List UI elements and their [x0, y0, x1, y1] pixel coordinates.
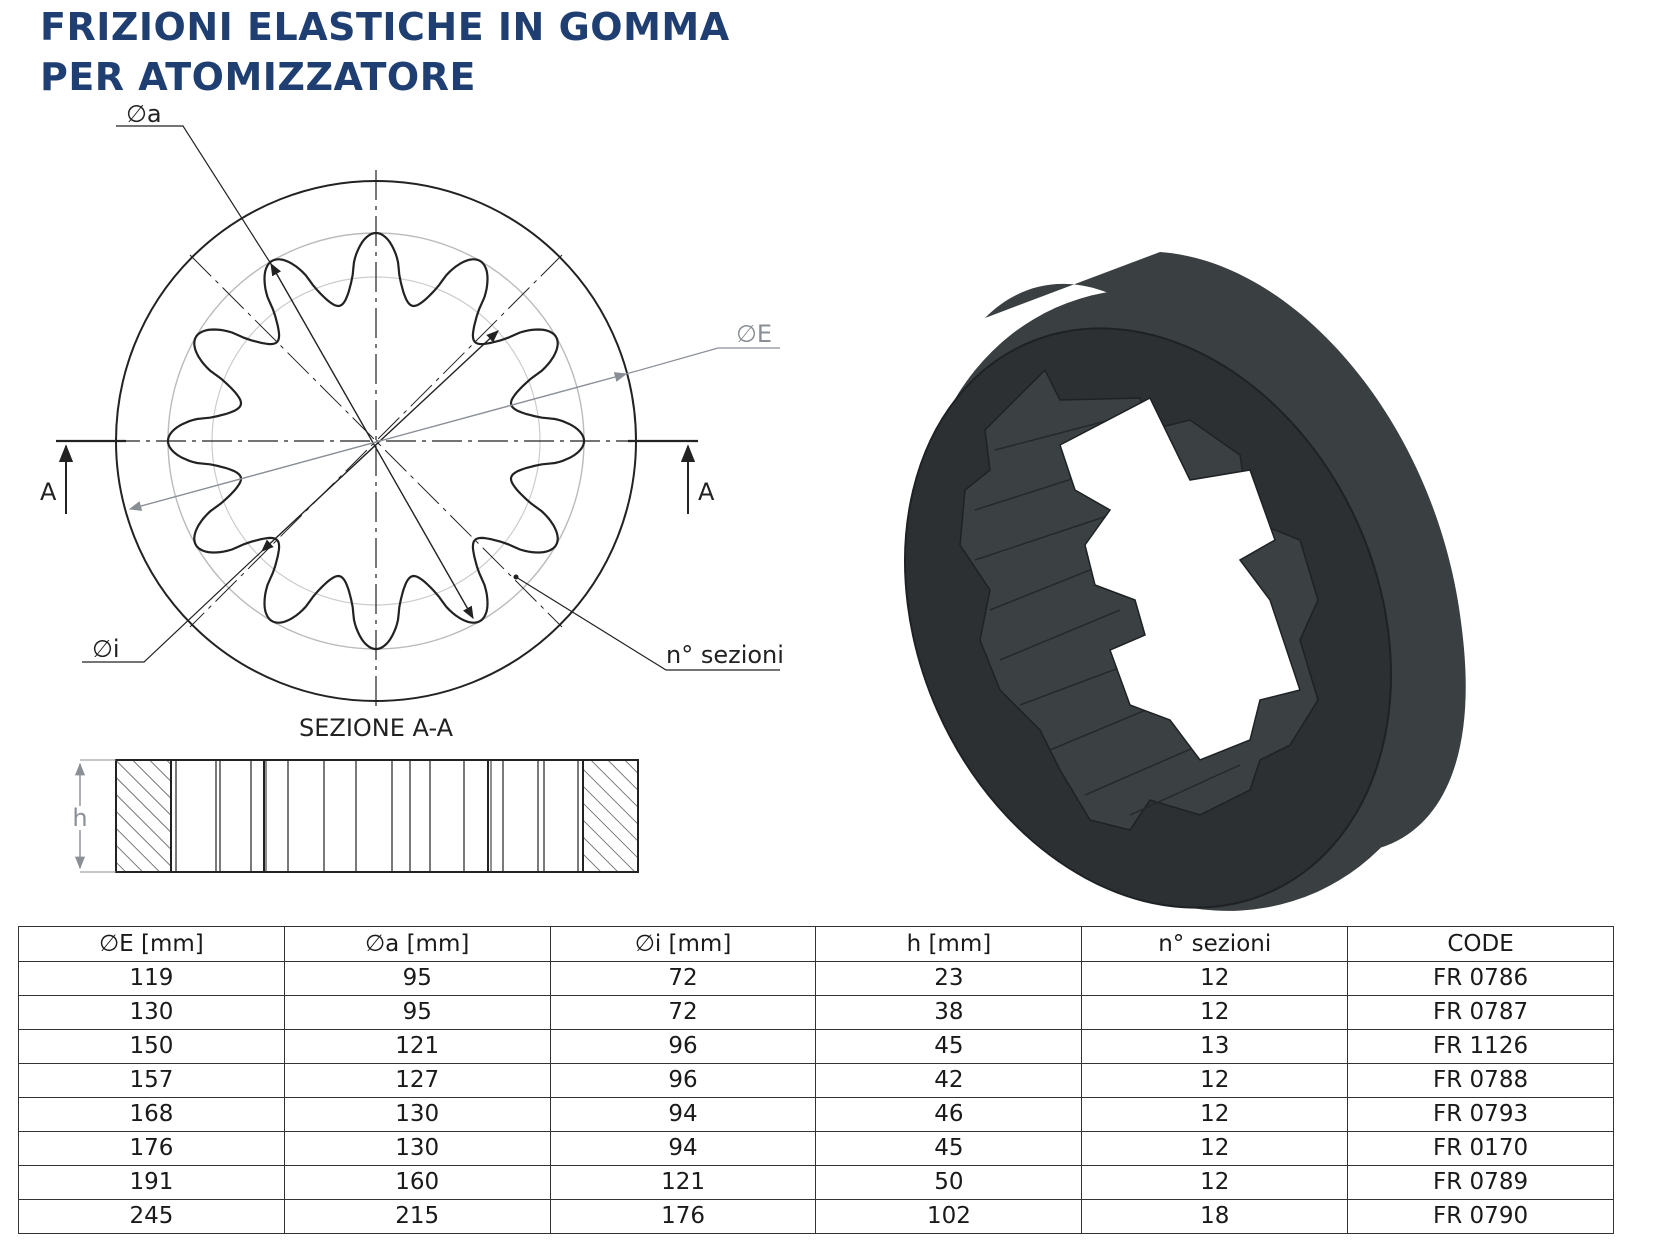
table-cell: 176	[19, 1132, 285, 1166]
table-cell: FR 0786	[1348, 962, 1614, 996]
table-cell: 127	[284, 1064, 550, 1098]
front-view	[40, 100, 784, 712]
height-label: h	[72, 804, 88, 832]
table-cell: 18	[1082, 1200, 1348, 1234]
table-row	[19, 1030, 1614, 1064]
diameter-a-label: ∅a	[126, 100, 162, 128]
table-cell: 96	[550, 1064, 816, 1098]
table-row	[19, 1132, 1614, 1166]
table-cell: FR 0790	[1348, 1200, 1614, 1234]
table-cell: 168	[19, 1098, 285, 1132]
column-header: h [mm]	[816, 927, 1082, 962]
table-cell: 130	[19, 996, 285, 1030]
table-cell: 45	[816, 1132, 1082, 1166]
table-cell: 94	[550, 1132, 816, 1166]
table-row	[19, 996, 1614, 1030]
column-header: CODE	[1348, 927, 1614, 962]
table-cell: 130	[284, 1098, 550, 1132]
table-cell: FR 0787	[1348, 996, 1614, 1030]
table-cell: 102	[816, 1200, 1082, 1234]
diameter-i-label: ∅i	[92, 635, 120, 663]
table-cell: FR 0789	[1348, 1166, 1614, 1200]
column-header: ∅i [mm]	[550, 927, 816, 962]
table-cell: FR 0793	[1348, 1098, 1614, 1132]
section-mark-left: A	[40, 478, 57, 506]
table-cell: 130	[284, 1132, 550, 1166]
specifications-table	[18, 926, 1614, 1234]
column-header: ∅E [mm]	[19, 927, 285, 962]
table-cell: 121	[550, 1166, 816, 1200]
table-cell: 13	[1082, 1030, 1348, 1064]
table-header-row	[19, 927, 1614, 962]
table-cell: FR 0788	[1348, 1064, 1614, 1098]
section-mark-right: A	[698, 478, 715, 506]
table-cell: 45	[816, 1030, 1082, 1064]
column-header: ∅a [mm]	[284, 927, 550, 962]
table-row	[19, 1064, 1614, 1098]
section-view	[70, 714, 638, 872]
sections-label: n° sezioni	[666, 641, 784, 669]
table-row	[19, 1200, 1614, 1234]
table-cell: 50	[816, 1166, 1082, 1200]
table-row	[19, 962, 1614, 996]
table-cell: 121	[284, 1030, 550, 1064]
section-title: SEZIONE A-A	[299, 714, 453, 742]
table-cell: FR 1126	[1348, 1030, 1614, 1064]
table-cell: 95	[284, 996, 550, 1030]
title-line-2: PER ATOMIZZATORE	[40, 55, 476, 99]
table-cell: 94	[550, 1098, 816, 1132]
table-cell: 46	[816, 1098, 1082, 1132]
table-cell: 38	[816, 996, 1082, 1030]
rubber-coupling-render	[816, 202, 1554, 926]
table-cell: 191	[19, 1166, 285, 1200]
table-cell: 96	[550, 1030, 816, 1064]
table-cell: 215	[284, 1200, 550, 1234]
column-header: n° sezioni	[1082, 927, 1348, 962]
table-cell: 150	[19, 1030, 285, 1064]
diameter-e-label: ∅E	[736, 320, 773, 348]
table-cell: 72	[550, 996, 816, 1030]
table-row	[19, 1098, 1614, 1132]
table-cell: 12	[1082, 996, 1348, 1030]
table-row	[19, 1166, 1614, 1200]
table-cell: 95	[284, 962, 550, 996]
table-cell: 160	[284, 1166, 550, 1200]
title-line-1: FRIZIONI ELASTICHE IN GOMMA	[40, 5, 730, 49]
table-cell: 176	[550, 1200, 816, 1234]
table-cell: 245	[19, 1200, 285, 1234]
table-cell: 157	[19, 1064, 285, 1098]
table-cell: 12	[1082, 1064, 1348, 1098]
table-cell: 12	[1082, 962, 1348, 996]
table-cell: 12	[1082, 1098, 1348, 1132]
table-cell: 12	[1082, 1166, 1348, 1200]
table-cell: FR 0170	[1348, 1132, 1614, 1166]
table-cell: 23	[816, 962, 1082, 996]
table-cell: 12	[1082, 1132, 1348, 1166]
table-cell: 42	[816, 1064, 1082, 1098]
table-cell: 119	[19, 962, 285, 996]
table-cell: 72	[550, 962, 816, 996]
